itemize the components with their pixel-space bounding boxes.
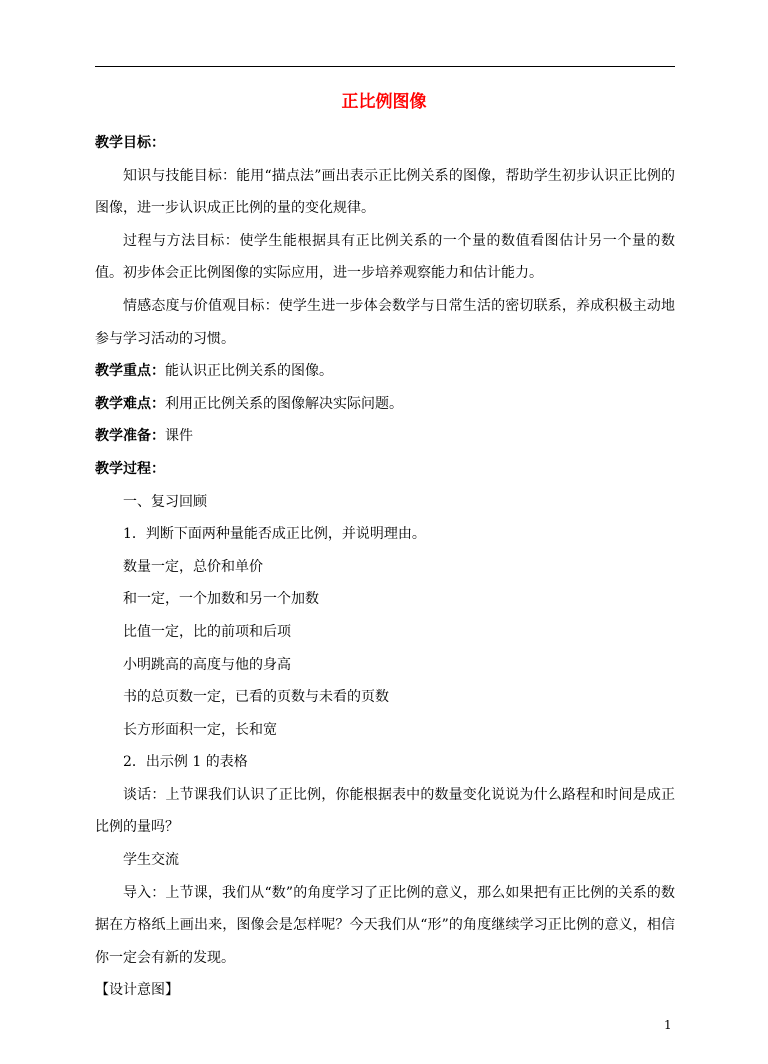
pair-item: 小明跳高的高度与他的身高 xyxy=(123,656,291,673)
key-point-label: 教学重点： xyxy=(95,363,165,380)
page-number: 1 xyxy=(664,1018,672,1032)
difficulty-label: 教学难点： xyxy=(95,395,165,412)
header-rule xyxy=(95,66,675,67)
pair-item: 数量一定，总价和单价 xyxy=(123,558,263,575)
pair-item: 比值一定，比的前项和后项 xyxy=(123,623,291,640)
pair-item: 和一定，一个加数和另一个加数 xyxy=(123,591,319,608)
preparation-line xyxy=(95,420,675,453)
design-intent-heading: 【设计意图】 xyxy=(95,982,179,999)
review-item-1: 1．判断下面两种量能否成正比例，并说明理由。 xyxy=(123,526,426,543)
key-point-line xyxy=(95,355,675,388)
review-item-2: 2．出示例 1 的表格 xyxy=(123,754,248,771)
section-review-heading: 一、复习回顾 xyxy=(123,493,207,510)
student-exchange-line: 学生交流 xyxy=(123,852,179,869)
intro-paragraph: 导入：上节课，我们从“数”的角度学习了正比例的意义，那么如果把有正比例的关系的数据在方格纸上画出来，图像会是怎样呢？今天我们从“形”的角度继续学习正比例的意义，相信你一定会有新的发现。 xyxy=(95,884,675,966)
process-heading: 教学过程： xyxy=(95,460,165,477)
objective-attitude-paragraph: 情感态度与价值观目标：使学生进一步体会数学与日常生活的密切联系，养成积极主动地参与学习活动的习惯。 xyxy=(95,297,675,347)
difficulty-text: 利用正比例关系的图像解决实际问题。 xyxy=(165,395,403,412)
preparation-label: 教学准备： xyxy=(95,428,165,445)
difficulty-line xyxy=(95,388,675,421)
objective-heading: 教学目标： xyxy=(95,135,165,151)
document-title: 正比例图像 xyxy=(341,92,427,112)
objective-knowledge-paragraph: 知识与技能目标：能用“描点法”画出表示正比例关系的图像，帮助学生初步认识正比例的图像，进一步认识成正比例的量的变化规律。 xyxy=(95,167,675,217)
objective-process-paragraph: 过程与方法目标：使学生能根据具有正比例关系的一个量的数值看图估计另一个量的数值。初步体会正比例图像的实际应用，进一步培养观察能力和估计能力。 xyxy=(95,232,675,282)
key-point-text: 能认识正比例关系的图像。 xyxy=(165,363,333,380)
pair-item: 书的总页数一定，已看的页数与未看的页数 xyxy=(123,689,389,706)
talk-paragraph: 谈话：上节课我们认识了正比例，你能根据表中的数量变化说说为什么路程和时间是成正比例的量吗？ xyxy=(95,786,675,836)
pair-item: 长方形面积一定，长和宽 xyxy=(123,721,277,738)
document-body xyxy=(95,127,675,1007)
preparation-text: 课件 xyxy=(165,428,193,445)
